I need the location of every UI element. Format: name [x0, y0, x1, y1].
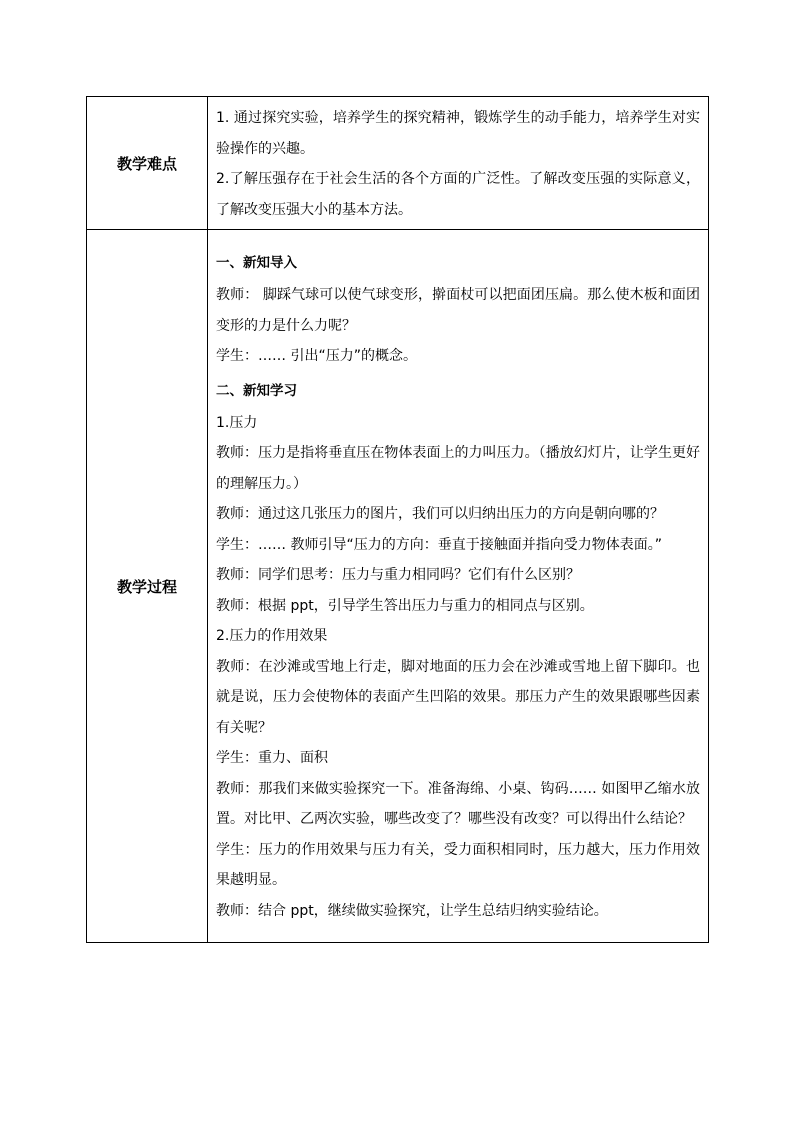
dialogue-line: 教师：同学们思考：压力与重力相同吗？它们有什么区别？: [216, 567, 580, 583]
dialogue-line: 教师：结合 ppt，继续做实验探究，让学生总结归纳实验结论。: [216, 902, 608, 919]
dialogue-line: 学生：压力的作用效果与压力有关，受力面积相同时，压力越大，压力作用效果越明显。: [216, 841, 700, 888]
difficulty-label: 教学难点: [87, 97, 208, 230]
dialogue-line: 教师：通过这几张压力的图片，我们可以归纳出压力的方向是朝向哪的？: [216, 506, 664, 522]
section-heading-intro: 一、新知导入: [216, 255, 297, 271]
process-label: 教学过程: [87, 230, 208, 943]
dialogue-line: 学生：重力、面积: [216, 750, 328, 766]
subsection-title-pressure: 1.压力: [216, 414, 258, 431]
dialogue-line: 教师：那我们来做实验探究一下。准备海绵、小桌、钩码…… 如图甲乙缩水放置。对比甲、乙两次实验，哪些改变了？哪些没有改变？可以得出什么结论？: [216, 780, 700, 827]
dialogue-line: 教师：在沙滩或雪地上行走，脚对地面的压力会在沙滩或雪地上留下脚印。也就是说，压力会使物体的表面产生凹陷的效果。那压力产生的效果跟哪些因素有关呢？: [216, 658, 700, 736]
difficulty-item: 1. 通过探究实验，培养学生的探究精神，锻炼学生的动手能力，培养学生对实验操作的兴趣。: [216, 110, 700, 157]
dialogue-line: 教师： 脚踩气球可以使气球变形，擀面杖可以把面团压扁。那么使木板和面团变形的力是什么力呢？: [216, 287, 700, 334]
dialogue-line: 学生：…… 引出“压力”的概念。: [216, 348, 417, 364]
difficulty-content: [208, 97, 709, 230]
dialogue-line: 教师：压力是指将垂直压在物体表面上的力叫压力。（播放幻灯片，让学生更好的理解压力。）: [216, 445, 700, 492]
process-row: [87, 230, 709, 943]
dialogue-line: 教师：根据 ppt，引导学生答出压力与重力的相同点与区别。: [216, 597, 594, 614]
section-heading-learning: 二、新知学习: [216, 382, 297, 399]
subsection-title-effect: 2.压力的作用效果: [216, 628, 328, 644]
process-content: [208, 230, 709, 943]
dialogue-line: 学生：…… 教师引导“压力的方向：垂直于接触面并指向受力物体表面。”: [216, 536, 662, 553]
difficulty-item: 2.了解压强存在于社会生活的各个方面的广泛性。了解改变压强的实际意义，了解改变压强大小的基本方法。: [216, 171, 700, 218]
difficulty-row: [87, 97, 709, 230]
lesson-plan-table: [86, 96, 709, 943]
